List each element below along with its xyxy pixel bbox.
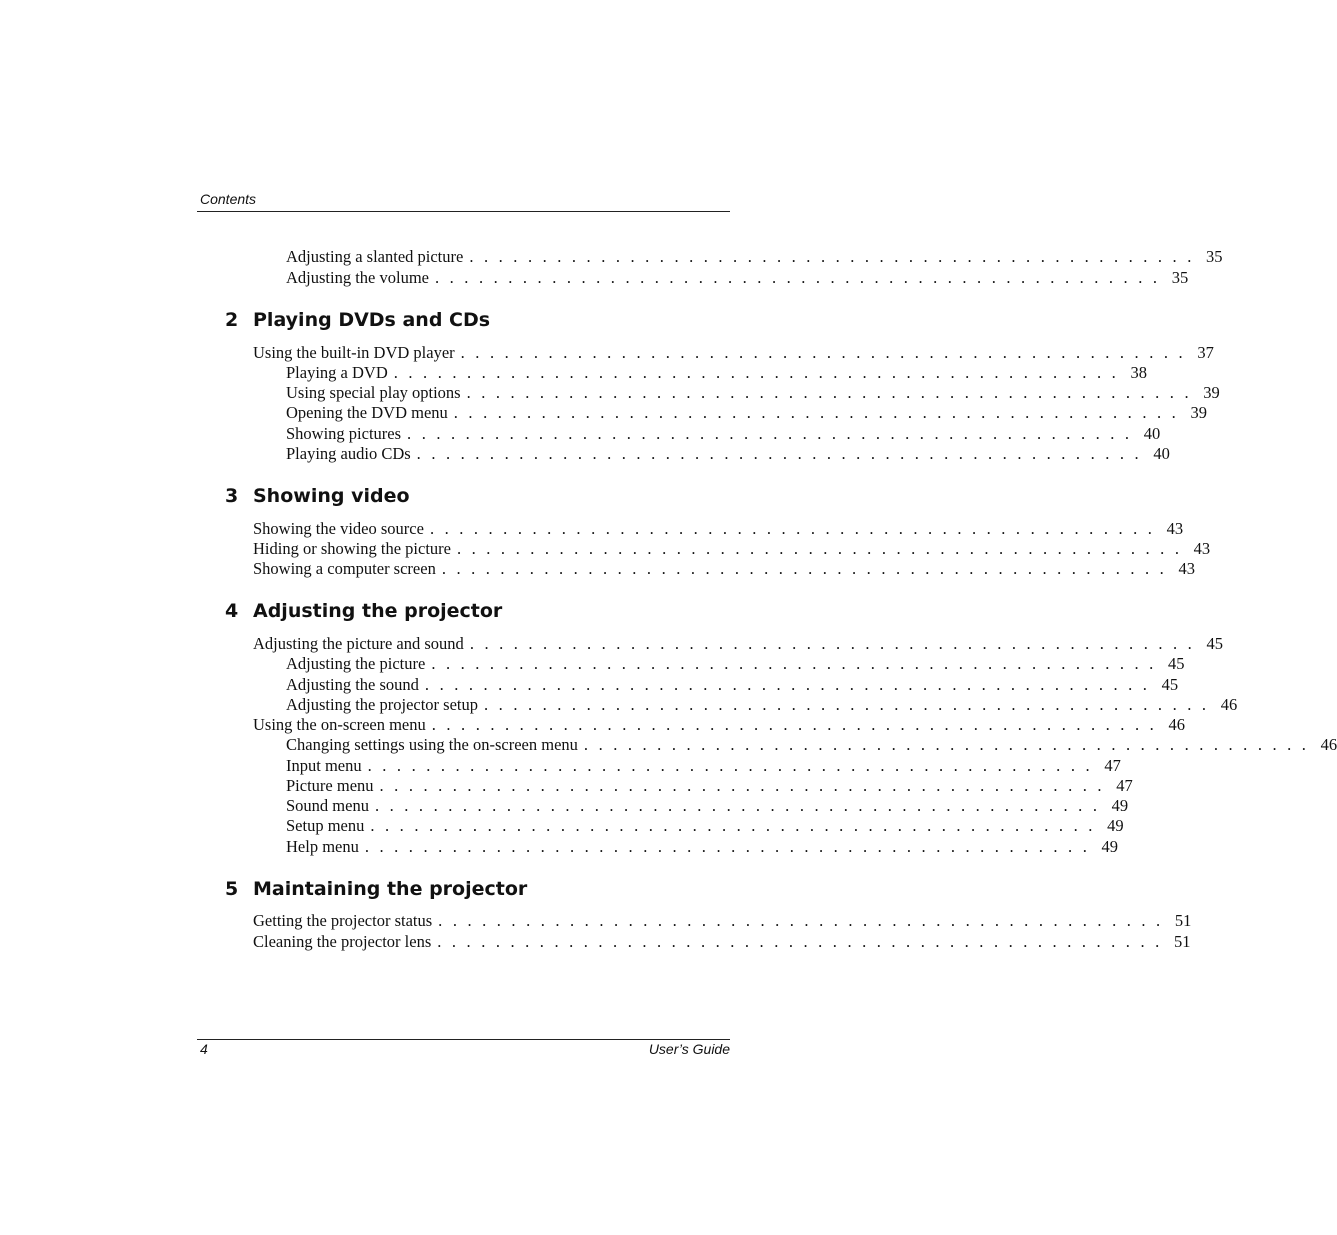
chapter-number: 3 — [225, 485, 239, 507]
dot-leader: . . . . . . . . . . . . . . . . . . . . . . . . . . . . . . . . . . . . . . . . . . . . . . . . . . — [484, 695, 1210, 714]
toc-entry-label: Using the on-screen menu — [253, 715, 426, 734]
toc-entry[interactable] — [286, 247, 1223, 267]
toc-entry[interactable] — [253, 911, 1192, 931]
toc-entry-label: Showing the video source — [253, 519, 424, 538]
dot-leader: . . . . . . . . . . . . . . . . . . . . . . . . . . . . . . . . . . . . . . . . . . . . . . . . . . — [416, 444, 1142, 463]
toc-entry-label: Adjusting a slanted picture — [286, 247, 464, 266]
toc-entry[interactable] — [286, 383, 1220, 403]
toc-entry-label: Adjusting the sound — [286, 675, 419, 694]
dot-leader: . . . . . . . . . . . . . . . . . . . . . . . . . . . . . . . . . . . . . . . . . . . . . . . . . . — [441, 559, 1168, 578]
toc-entry-page: 46 — [1220, 695, 1238, 714]
toc-entry[interactable] — [286, 695, 1238, 715]
toc-entry-label: Adjusting the volume — [286, 268, 429, 287]
toc-entry[interactable] — [253, 539, 1211, 559]
dot-leader: . . . . . . . . . . . . . . . . . . . . . . . . . . . . . . . . . . . . . . . . . . . . . . . . . . — [379, 776, 1105, 795]
dot-leader: . . . . . . . . . . . . . . . . . . . . . . . . . . . . . . . . . . . . . . . . . . . . . . . . . . — [438, 911, 1164, 930]
toc-entry-label: Showing a computer screen — [253, 559, 436, 578]
dot-leader: . . . . . . . . . . . . . . . . . . . . . . . . . . . . . . . . . . . . . . . . . . . . . . . . . . — [466, 383, 1192, 402]
page-number: 4 — [200, 1041, 208, 1057]
toc-entry-page: 51 — [1173, 932, 1191, 951]
toc-entry[interactable] — [286, 837, 1119, 857]
toc-entry[interactable] — [286, 816, 1124, 836]
toc-entry-label: Setup menu — [286, 816, 365, 835]
toc-entry[interactable] — [286, 424, 1161, 444]
toc-entry-page: 35 — [1206, 247, 1223, 266]
toc-entry-page: 38 — [1130, 363, 1147, 382]
toc-entry-label: Cleaning the projector lens — [253, 932, 432, 951]
toc-entry-page: 46 — [1320, 735, 1337, 754]
chapter-title: Adjusting the projector — [253, 600, 503, 622]
dot-leader: . . . . . . . . . . . . . . . . . . . . . . . . . . . . . . . . . . . . . . . . . . . . . . . . . . — [374, 796, 1101, 815]
chapter-title: Maintaining the projector — [253, 878, 528, 900]
toc-entry-label: Hiding or showing the picture — [253, 539, 451, 558]
toc-entry-label: Adjusting the picture — [286, 654, 426, 673]
toc-entry-page: 47 — [1116, 776, 1133, 795]
toc-entry[interactable] — [286, 675, 1179, 695]
chapter-heading[interactable] — [225, 484, 410, 508]
toc-entry[interactable] — [253, 519, 1184, 539]
dot-leader: . . . . . . . . . . . . . . . . . . . . . . . . . . . . . . . . . . . . . . . . . . . . . . . . . . — [469, 247, 1195, 266]
toc-entry[interactable] — [253, 932, 1191, 952]
toc-entry-page: 40 — [1153, 444, 1170, 463]
toc-entry[interactable] — [253, 559, 1196, 579]
toc-entry-page: 43 — [1193, 539, 1211, 558]
toc-entry-label: Playing a DVD — [286, 363, 388, 382]
dot-leader: . . . . . . . . . . . . . . . . . . . . . . . . . . . . . . . . . . . . . . . . . . . . . . . . . . — [460, 343, 1186, 362]
toc-entry-page: 49 — [1101, 837, 1119, 856]
toc-entry-label: Sound menu — [286, 796, 369, 815]
toc-entry-label: Using the built-in DVD player — [253, 343, 455, 362]
toc-entry-page: 51 — [1174, 911, 1192, 930]
dot-leader: . . . . . . . . . . . . . . . . . . . . . . . . . . . . . . . . . . . . . . . . . . . . . . . . . . — [456, 539, 1183, 558]
chapter-number: 5 — [225, 878, 239, 900]
dot-leader: . . . . . . . . . . . . . . . . . . . . . . . . . . . . . . . . . . . . . . . . . . . . . . . . . . — [435, 268, 1161, 287]
running-head: Contents — [200, 191, 257, 207]
dot-leader: . . . . . . . . . . . . . . . . . . . . . . . . . . . . . . . . . . . . . . . . . . . . . . . . . . — [364, 837, 1091, 856]
toc-entry-label: Showing pictures — [286, 424, 402, 443]
toc-entry[interactable] — [286, 756, 1121, 776]
toc-entry-page: 37 — [1197, 343, 1214, 362]
toc-entry[interactable] — [286, 776, 1133, 796]
header-rule — [197, 211, 730, 212]
toc-entry-label: Adjusting the picture and sound — [253, 634, 464, 653]
toc-entry-page: 43 — [1166, 519, 1184, 538]
toc-entry-label: Using special play options — [286, 383, 461, 402]
dot-leader: . . . . . . . . . . . . . . . . . . . . . . . . . . . . . . . . . . . . . . . . . . . . . . . . . . — [424, 675, 1151, 694]
toc-entry-page: 45 — [1168, 654, 1185, 673]
dot-leader: . . . . . . . . . . . . . . . . . . . . . . . . . . . . . . . . . . . . . . . . . . . . . . . . . . — [437, 932, 1163, 951]
toc-entry-page: 45 — [1206, 634, 1223, 653]
toc-entry-label: Adjusting the projector setup — [286, 695, 479, 714]
toc-entry-page: 39 — [1203, 383, 1220, 402]
dot-leader: . . . . . . . . . . . . . . . . . . . . . . . . . . . . . . . . . . . . . . . . . . . . . . . . . . — [583, 735, 1310, 754]
chapter-heading[interactable] — [225, 599, 502, 623]
chapter-number: 4 — [225, 600, 239, 622]
toc-entry-page: 43 — [1178, 559, 1196, 578]
toc-entry-page: 40 — [1143, 424, 1161, 443]
chapter-title: Showing video — [253, 485, 410, 507]
toc-entry-page: 47 — [1104, 756, 1121, 775]
toc-entry[interactable] — [286, 654, 1185, 674]
toc-entry[interactable] — [286, 796, 1129, 816]
dot-leader: . . . . . . . . . . . . . . . . . . . . . . . . . . . . . . . . . . . . . . . . . . . . . . . . . . — [431, 715, 1157, 734]
toc-entry-label: Changing settings using the on-screen menu — [286, 735, 578, 754]
dot-leader: . . . . . . . . . . . . . . . . . . . . . . . . . . . . . . . . . . . . . . . . . . . . . . . . . . — [407, 424, 1133, 443]
dot-leader: . . . . . . . . . . . . . . . . . . . . . . . . . . . . . . . . . . . . . . . . . . . . . . . . . . — [429, 519, 1156, 538]
toc-entry-page: 49 — [1107, 816, 1124, 835]
toc-entry-label: Playing audio CDs — [286, 444, 411, 463]
toc-entry[interactable] — [253, 343, 1214, 363]
toc-entry-page: 49 — [1111, 796, 1129, 815]
dot-leader: . . . . . . . . . . . . . . . . . . . . . . . . . . . . . . . . . . . . . . . . . . . . . . . . . . — [469, 634, 1195, 653]
toc-entry-page: 39 — [1190, 403, 1207, 422]
dot-leader: . . . . . . . . . . . . . . . . . . . . . . . . . . . . . . . . . . . . . . . . . . . . . . . . . . — [393, 363, 1119, 382]
toc-entry-label: Opening the DVD menu — [286, 403, 448, 422]
toc-entry[interactable] — [286, 735, 1337, 755]
toc-entry-page: 46 — [1168, 715, 1185, 734]
toc-entry[interactable] — [286, 363, 1147, 383]
footer-rule — [197, 1039, 730, 1040]
dot-leader: . . . . . . . . . . . . . . . . . . . . . . . . . . . . . . . . . . . . . . . . . . . . . . . . . . — [367, 756, 1093, 775]
toc-entry-label: Getting the projector status — [253, 911, 433, 930]
chapter-heading[interactable] — [225, 877, 527, 901]
dot-leader: . . . . . . . . . . . . . . . . . . . . . . . . . . . . . . . . . . . . . . . . . . . . . . . . . . — [370, 816, 1096, 835]
toc-entry-label: Picture menu — [286, 776, 374, 795]
dot-leader: . . . . . . . . . . . . . . . . . . . . . . . . . . . . . . . . . . . . . . . . . . . . . . . . . . — [431, 654, 1157, 673]
toc-entry-label: Input menu — [286, 756, 362, 775]
toc-entry-label: Help menu — [286, 837, 359, 856]
toc-entry[interactable] — [253, 634, 1223, 654]
toc-entry[interactable] — [286, 403, 1207, 423]
toc-entry[interactable] — [286, 268, 1189, 288]
toc-entry-page: 35 — [1171, 268, 1189, 287]
chapter-number: 2 — [225, 309, 239, 331]
toc-entry-page: 45 — [1161, 675, 1179, 694]
toc-entry[interactable] — [253, 715, 1185, 735]
chapter-heading[interactable] — [225, 308, 490, 332]
toc-entry[interactable] — [286, 444, 1170, 464]
dot-leader: . . . . . . . . . . . . . . . . . . . . . . . . . . . . . . . . . . . . . . . . . . . . . . . . . . — [453, 403, 1179, 422]
book-title: User’s Guide — [648, 1041, 730, 1057]
chapter-title: Playing DVDs and CDs — [253, 309, 491, 331]
